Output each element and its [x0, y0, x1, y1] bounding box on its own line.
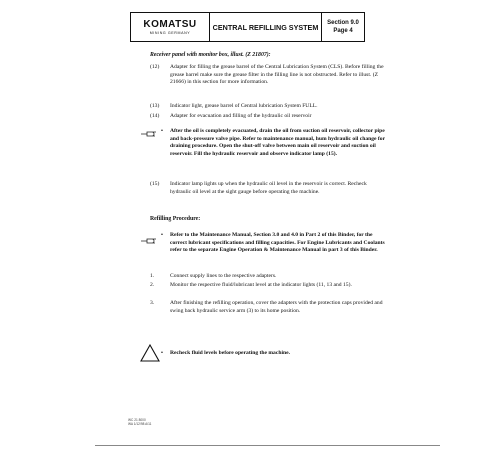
list-item [150, 103, 385, 111]
pointing-hand-note-icon [140, 236, 158, 246]
footer-code: WA 1/12/98 A/11 [128, 422, 152, 426]
item-number: (12) [150, 64, 160, 70]
note-maintenance-manual [161, 232, 385, 255]
page-header [130, 12, 365, 42]
list-item [150, 181, 385, 196]
procedure-step [150, 282, 385, 290]
item-number: (15) [150, 181, 160, 187]
section-number: Section 9.0 [327, 20, 359, 26]
step-number: 1. [150, 273, 155, 279]
document-title: CENTRAL REFILLING SYSTEM [210, 13, 322, 41]
list-item [150, 113, 385, 121]
item-number: (13) [150, 103, 160, 109]
pointing-hand-note-icon [140, 129, 158, 139]
list-item [150, 64, 385, 87]
footer-code: WC 21 8000 [128, 418, 146, 422]
item-text: Indicator light, grease barrel of Central lubrication System FULL. [170, 103, 318, 109]
note-recheck-levels [161, 350, 385, 358]
bullet: • [161, 350, 163, 356]
logo-subtitle: MINING GERMANY [149, 31, 191, 35]
bottom-divider [95, 445, 440, 446]
section-info [322, 13, 364, 41]
note-text: Refer to the Maintenance Manual, Section 3.0 and 4.0 in Part 2 of this Binder, for the correct lubricant specifications and filling capacities. For Engine Lubricants and Coolants refer to the separate Engine Operation & Maintenance Manual in part 3 of this Binder. [170, 232, 385, 254]
document-footer-codes [128, 418, 151, 426]
note-text: After the oil is completely evacuated, drain the oil from suction oil reservoir, collector pipe and back-pressure valve pipe. Refer to maintenance manual, hum hydraulic oil change for draining procedure. Open the shut-off valve between main oil reservoir and suction oil reservoir. Fill the hydraulic reservoir and observe indicator lamp (15). [170, 128, 385, 157]
step-number: 2. [150, 282, 155, 288]
step-number: 3. [150, 300, 155, 306]
refilling-procedure-heading: Refilling Procedure: [150, 216, 201, 222]
step-text: Monitor the respective fluid/lubricant level at the indicator lights (11, 13 and 15). [170, 282, 352, 288]
receiver-panel-heading: Receiver panel with monitor box, illust. (Z 21807): [150, 52, 271, 58]
item-number: (14) [150, 113, 160, 119]
page-number: Page 4 [333, 28, 353, 34]
note-evacuation [161, 128, 385, 158]
item-text: Adapter for filling the grease barrel of the Central Lubrication System (CLS). Before filling the grease barrel make sure the grease filter in the filling line is not obstructed. Refer to illust. (Z 21666) in this section for more information. [170, 64, 384, 86]
warning-triangle-icon [140, 344, 160, 362]
procedure-step [150, 300, 385, 315]
company-logo [131, 13, 210, 41]
bullet: • [161, 232, 163, 238]
warning-text: Recheck fluid levels before operating the machine. [170, 350, 290, 356]
logo-wordmark: KOMATSU [143, 19, 197, 30]
item-text: Adapter for evacuation and filling of the hydraulic oil reservoir [170, 113, 312, 119]
step-text: Connect supply lines to the respective adapters. [170, 273, 277, 279]
bullet: • [161, 128, 163, 134]
item-text: Indicator lamp lights up when the hydraulic oil level in the reservoir is correct. Recheck hydraulic oil level at the sight gauge before operating the machine. [170, 181, 367, 195]
step-text: After finishing the refilling operation, cover the adapters with the protection caps provided and swing back hydraulic service arm (3) to its home position. [170, 300, 383, 314]
procedure-step [150, 273, 385, 281]
